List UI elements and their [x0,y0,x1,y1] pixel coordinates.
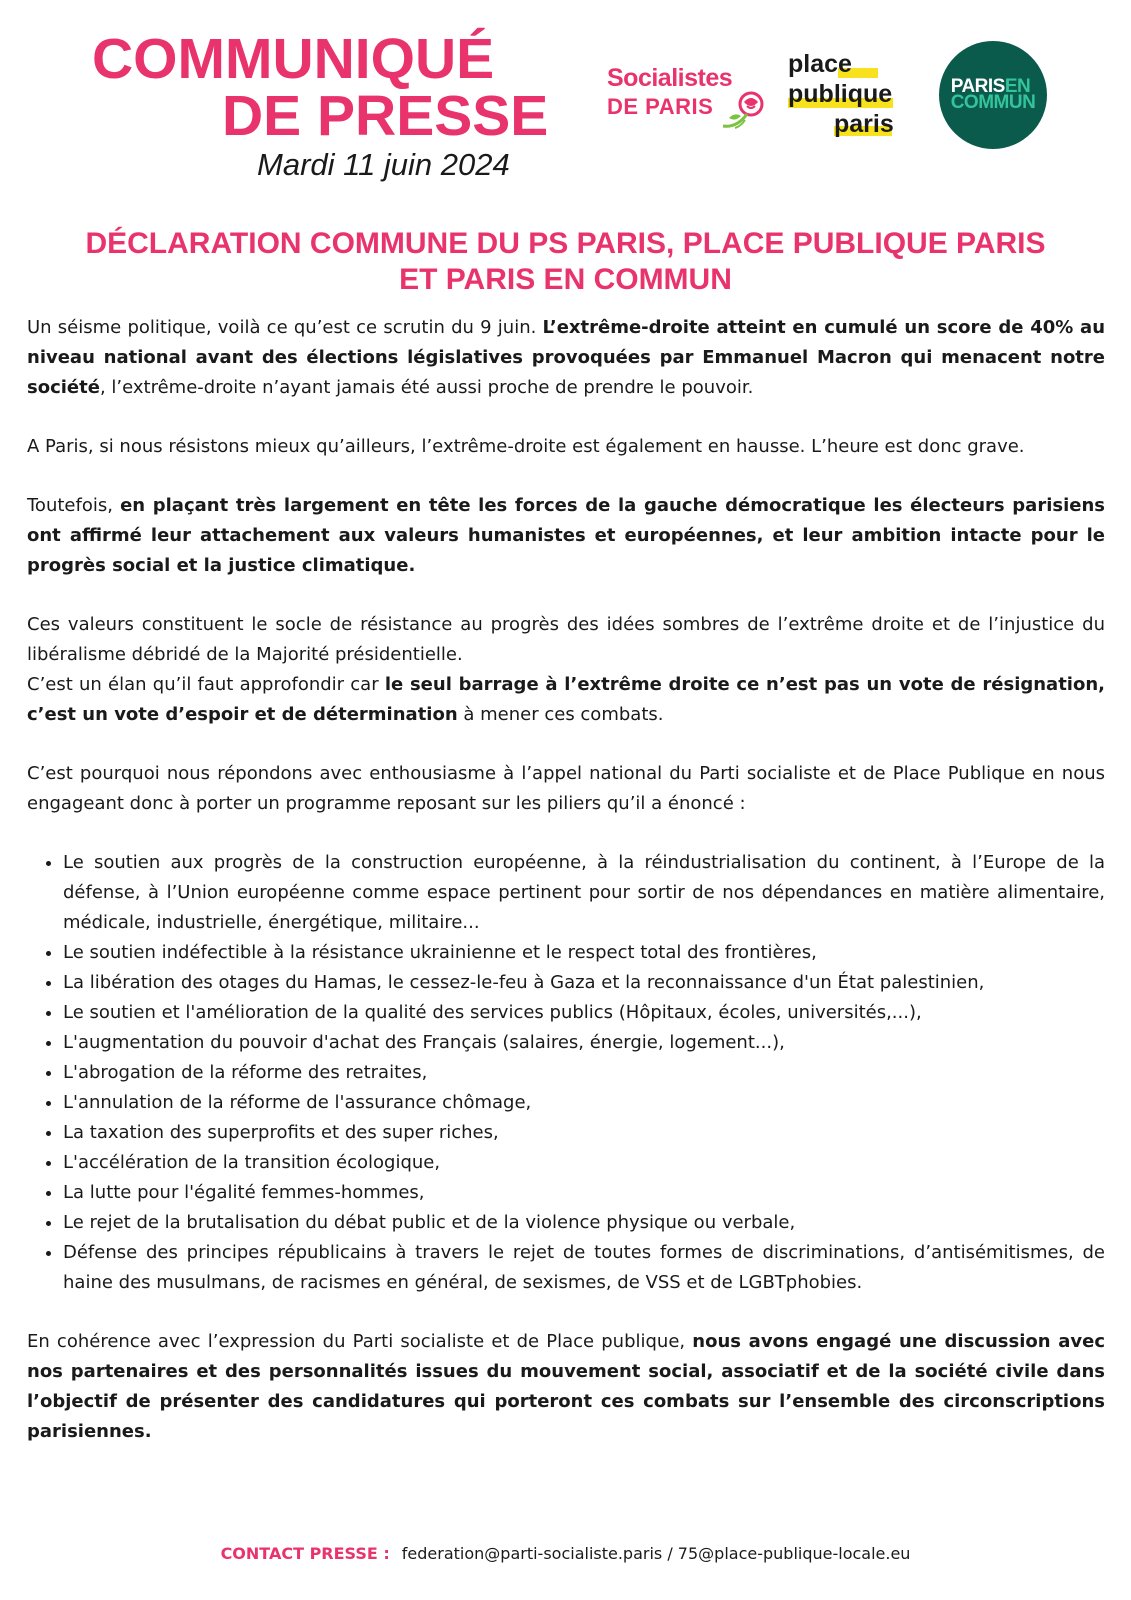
headline-line-2: ET PARIS EN COMMUN [399,263,732,296]
logo-pc-en: EN [1004,76,1031,97]
paragraph-7-intro: En cohérence avec l’expression du Parti socialiste et de Place publique, [27,1331,693,1352]
paragraph-1-end: , l’extrême-droite n’ayant jamais été aussi proche de prendre le pouvoir. [99,377,754,398]
logo-ps-line-1: Socialistes [607,64,733,92]
contact-label: CONTACT PRESSE : [220,1544,390,1563]
list-item: • Le soutien aux progrès de la construction européenne, à la réindustrialisation du continent, à l’Europe de la défense, à l’Union européenne comme espace pertinent pour sortir de nos dépendances en matière alimentaire, médicale, industrielle, énergétique, militaire... [63,848,1105,938]
logo-pp-line-3: paris [834,110,894,138]
list-item: • La taxation des superprofits et des super riches, [63,1118,1105,1148]
list-item: • L'annulation de la réforme de l'assurance chômage, [63,1088,1105,1118]
pillars-list [27,848,1105,1298]
list-item: • Le rejet de la brutalisation du débat public et de la violence physique ou verbale, [63,1208,1105,1238]
logo-pp-line-1: place [788,50,852,78]
list-item: • Défense des principes républicains à travers le rejet de toutes formes de discriminations, d’antisémitismes, de haine des musulmans, de racismes en général, de sexismes, de VSS et de LGBTphobies. [63,1238,1105,1298]
press-release-body [27,313,1105,1447]
list-item: • L'augmentation du pouvoir d'achat des Français (salaires, énergie, logement...), [63,1028,1105,1058]
paragraph-5 [27,670,1105,730]
logo-pc-paris: PARIS [950,76,1005,97]
paragraph-3-bold: en plaçant très largement en tête les forces de la gauche démocratique les électeurs parisiens ont affirmé leur attachement aux valeurs humanistes et européennes, et leur ambition intacte pour le progrès social et la justice climatique. [27,495,1105,576]
list-item: • Le soutien indéfectible à la résistance ukrainienne et le respect total des frontières, [63,938,1105,968]
paragraph-6: C’est pourquoi nous répondons avec enthousiasme à l’appel national du Parti socialiste et de Place Publique en nous engageant donc à porter un programme reposant sur les piliers qu’il a énoncé : [27,763,1105,814]
list-item: • La libération des otages du Hamas, le cessez-le-feu à Gaza et la reconnaissance d'un État palestinien, [63,968,1105,998]
paragraph-7-bold: nous avons engagé une discussion avec nos partenaires et des personnalités issues du mouvement social, associatif et de la société civile dans l’objectif de présenter des candidatures qui porteront ces combats sur l’ensemble des circonscriptions parisiennes. [27,1331,1105,1442]
paragraph-1-bold: L’extrême-droite atteint en cumulé un score de 40% au niveau national avant des élections législatives provoquées par Emmanuel Macron qui menacent notre société [27,317,1106,398]
paragraph-3-intro: Toutefois, [27,495,121,516]
paragraph-5-bold: le seul barrage à l’extrême droite ce n’est pas un vote de résignation, c’est un vote d’espoir et de détermination [27,674,1105,725]
press-contact [0,1544,1131,1563]
list-item: • L'accélération de la transition écologique, [63,1148,1105,1178]
paris-en-commun-logo [939,41,1047,149]
logo-ps-line-2: DE PARIS [607,94,714,119]
list-item: • La lutte pour l'égalité femmes-hommes, [63,1178,1105,1208]
release-date: Mardi 11 juin 2024 [257,147,510,182]
list-item: • Le soutien et l'amélioration de la qualité des services publics (Hôpitaux, écoles, universités,...), [63,998,1105,1028]
place-publique-paris-logo [788,50,908,146]
paragraph-2: A Paris, si nous résistons mieux qu’ailleurs, l’extrême-droite est également en hausse. L’heure est donc grave. [27,436,1025,457]
contact-emails[interactable]: federation@parti-socialiste.paris / 75@place-publique-locale.eu [401,1544,911,1563]
title-line-2: DE PRESSE [222,84,549,148]
logo-pp-line-2: publique [788,80,893,108]
socialistes-de-paris-logo [607,64,767,134]
logo-pc-commun: COMMUN [950,92,1036,113]
paragraph-1-intro: Un séisme politique, voilà ce qu’est ce scrutin du 9 juin. [27,317,543,338]
headline-line-1: DÉCLARATION COMMUNE DU PS PARIS, PLACE PUBLIQUE PARIS [85,227,1046,260]
paragraph-3 [27,491,1105,581]
paragraph-5-intro: C’est un élan qu’il faut approfondir car [27,674,385,695]
paragraph-5-end: à mener ces combats. [457,704,664,725]
paragraph-7 [27,1327,1105,1447]
title-line-1: COMMUNIQUÉ [92,27,495,91]
header [0,0,1131,200]
rose-icon [719,88,769,132]
list-item: • L'abrogation de la réforme des retraites, [63,1058,1105,1088]
paragraph-4: Ces valeurs constituent le socle de résistance au progrès des idées sombres de l’extrême droite et de l’injustice du libéralisme débridé de la Majorité présidentielle. [27,614,1105,665]
paragraph-1 [27,313,1105,403]
logo-pc-text [950,76,1036,113]
headline [27,226,1104,298]
